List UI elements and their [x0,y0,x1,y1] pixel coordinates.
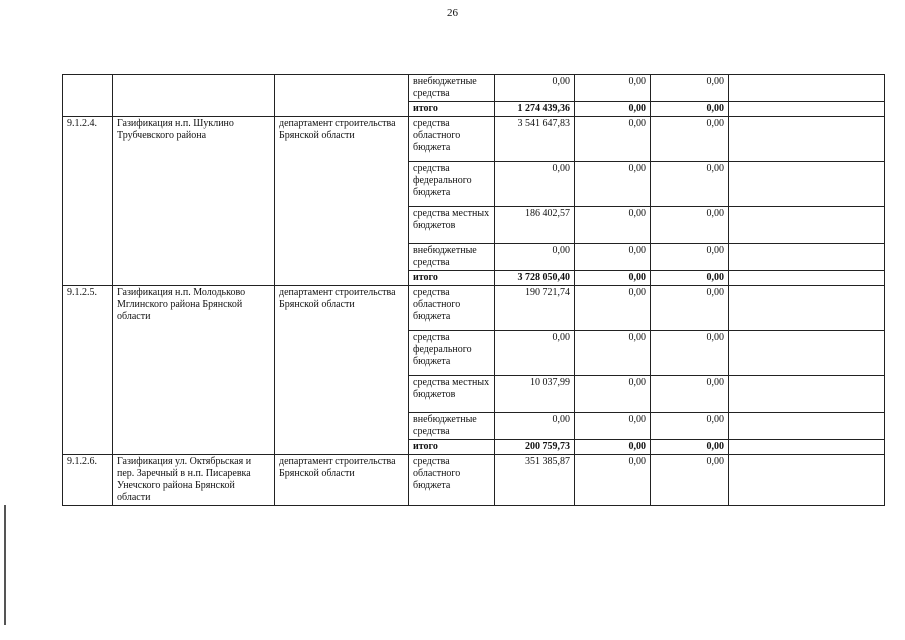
value-cell: 1 274 439,36 [495,102,575,117]
value-cell: 0,00 [575,376,651,413]
table-row [63,455,885,506]
extra-cell [729,75,885,102]
value-cell: 0,00 [651,271,729,286]
value-cell: 0,00 [575,162,651,207]
value-cell: 0,00 [575,455,651,506]
value-cell: 0,00 [651,207,729,244]
extra-cell [729,207,885,244]
value-cell: 0,00 [651,455,729,506]
extra-cell [729,117,885,162]
source-cell: средства местных бюджетов [409,207,495,244]
value-cell: 0,00 [575,207,651,244]
item-name: Газификация н.п. Молодьково Мглинского района Брянской области [113,286,275,455]
source-cell: внебюджетные средства [409,413,495,440]
table-body [63,75,885,506]
extra-cell [729,244,885,271]
value-cell: 190 721,74 [495,286,575,331]
extra-cell [729,413,885,440]
extra-cell [729,286,885,331]
extra-cell [729,440,885,455]
item-code: 9.1.2.6. [63,455,113,506]
value-cell: 0,00 [575,440,651,455]
name-cell [113,75,275,117]
value-cell: 0,00 [575,244,651,271]
code-cell [63,75,113,117]
value-cell: 0,00 [495,75,575,102]
value-cell: 0,00 [651,286,729,331]
source-cell: итого [409,271,495,286]
value-cell: 0,00 [575,413,651,440]
source-cell: средства областного бюджета [409,117,495,162]
extra-cell [729,331,885,376]
value-cell: 0,00 [651,413,729,440]
source-cell: внебюджетные средства [409,244,495,271]
value-cell: 0,00 [575,286,651,331]
extra-cell [729,102,885,117]
table-row [63,117,885,162]
value-cell: 186 402,57 [495,207,575,244]
source-cell: средства местных бюджетов [409,376,495,413]
value-cell: 0,00 [651,102,729,117]
value-cell: 0,00 [651,244,729,271]
source-cell: внебюджетные средства [409,75,495,102]
value-cell: 0,00 [575,331,651,376]
source-cell: средства областного бюджета [409,455,495,506]
value-cell: 0,00 [495,413,575,440]
value-cell: 0,00 [651,331,729,376]
value-cell: 0,00 [495,244,575,271]
value-cell: 0,00 [575,75,651,102]
item-name: Газификация ул. Октябрьская и пер. Заречный в н.п. Писаревка Унечского района Брянской области [113,455,275,506]
value-cell: 3 728 050,40 [495,271,575,286]
page-number: 26 [447,7,458,19]
extra-cell [729,271,885,286]
item-name: Газификация н.п. Шуклино Трубчевского района [113,117,275,286]
value-cell: 0,00 [575,102,651,117]
source-cell: средства федерального бюджета [409,162,495,207]
value-cell: 351 385,87 [495,455,575,506]
source-cell: итого [409,102,495,117]
source-cell: средства областного бюджета [409,286,495,331]
item-executor: департамент строительства Брянской области [275,117,409,286]
value-cell: 0,00 [651,440,729,455]
value-cell: 0,00 [575,117,651,162]
source-cell: итого [409,440,495,455]
executor-cell [275,75,409,117]
value-cell: 0,00 [651,117,729,162]
item-executor: департамент строительства Брянской области [275,286,409,455]
value-cell: 0,00 [575,271,651,286]
extra-cell [729,455,885,506]
value-cell: 3 541 647,83 [495,117,575,162]
value-cell: 0,00 [651,75,729,102]
value-cell: 10 037,99 [495,376,575,413]
value-cell: 0,00 [651,162,729,207]
scan-edge-mark [4,505,6,625]
item-code: 9.1.2.4. [63,117,113,286]
value-cell: 0,00 [651,376,729,413]
budget-table [62,74,885,506]
value-cell: 0,00 [495,162,575,207]
extra-cell [729,376,885,413]
table-row [63,75,885,102]
value-cell: 0,00 [495,331,575,376]
item-executor: департамент строительства Брянской области [275,455,409,506]
value-cell: 200 759,73 [495,440,575,455]
source-cell: средства федерального бюджета [409,331,495,376]
table-row [63,286,885,331]
extra-cell [729,162,885,207]
item-code: 9.1.2.5. [63,286,113,455]
